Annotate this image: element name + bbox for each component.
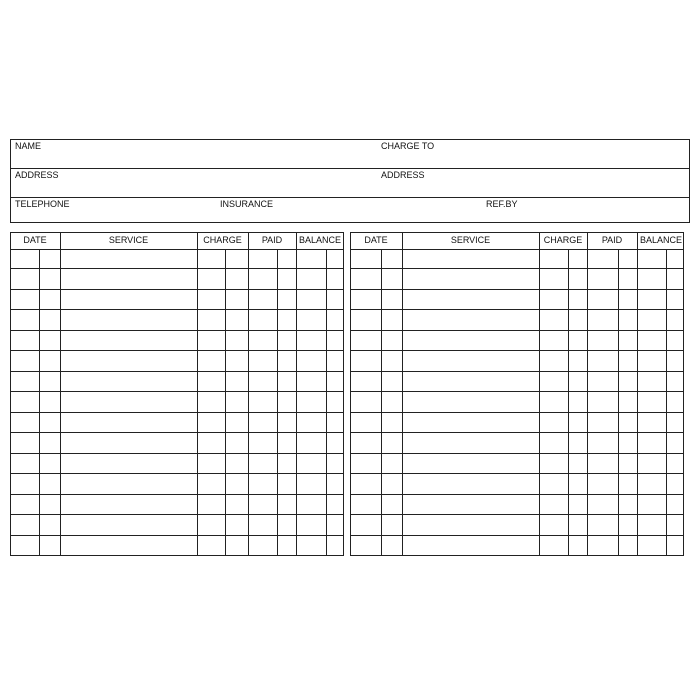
row-divider — [11, 197, 689, 198]
charge-column-header: CHARGE — [543, 235, 583, 245]
balance-column-header: BALANCE — [639, 235, 683, 245]
patient-info-box — [10, 139, 690, 223]
service-column-header: SERVICE — [108, 235, 149, 245]
charge-to-address-label: ADDRESS — [381, 170, 425, 180]
telephone-label: TELEPHONE — [15, 199, 70, 209]
charge-to-label: CHARGE TO — [381, 141, 435, 151]
ledger-table-right — [350, 232, 684, 556]
ref-by-label: REF.BY — [486, 199, 518, 209]
charge-column-header: CHARGE — [203, 235, 242, 245]
insurance-label: INSURANCE — [220, 199, 274, 209]
name-label: NAME — [15, 141, 42, 151]
date-column-header: DATE — [23, 235, 47, 245]
ledger-table-left — [10, 232, 344, 556]
address-label: ADDRESS — [15, 170, 59, 180]
balance-column-header: BALANCE — [298, 235, 342, 245]
paid-column-header: PAID — [261, 235, 283, 245]
paid-column-header: PAID — [601, 235, 623, 245]
service-column-header: SERVICE — [450, 235, 491, 245]
date-column-header: DATE — [364, 235, 388, 245]
row-divider — [11, 168, 689, 169]
ledger-grid-right — [350, 232, 684, 556]
ledger-grid-left — [10, 232, 344, 556]
